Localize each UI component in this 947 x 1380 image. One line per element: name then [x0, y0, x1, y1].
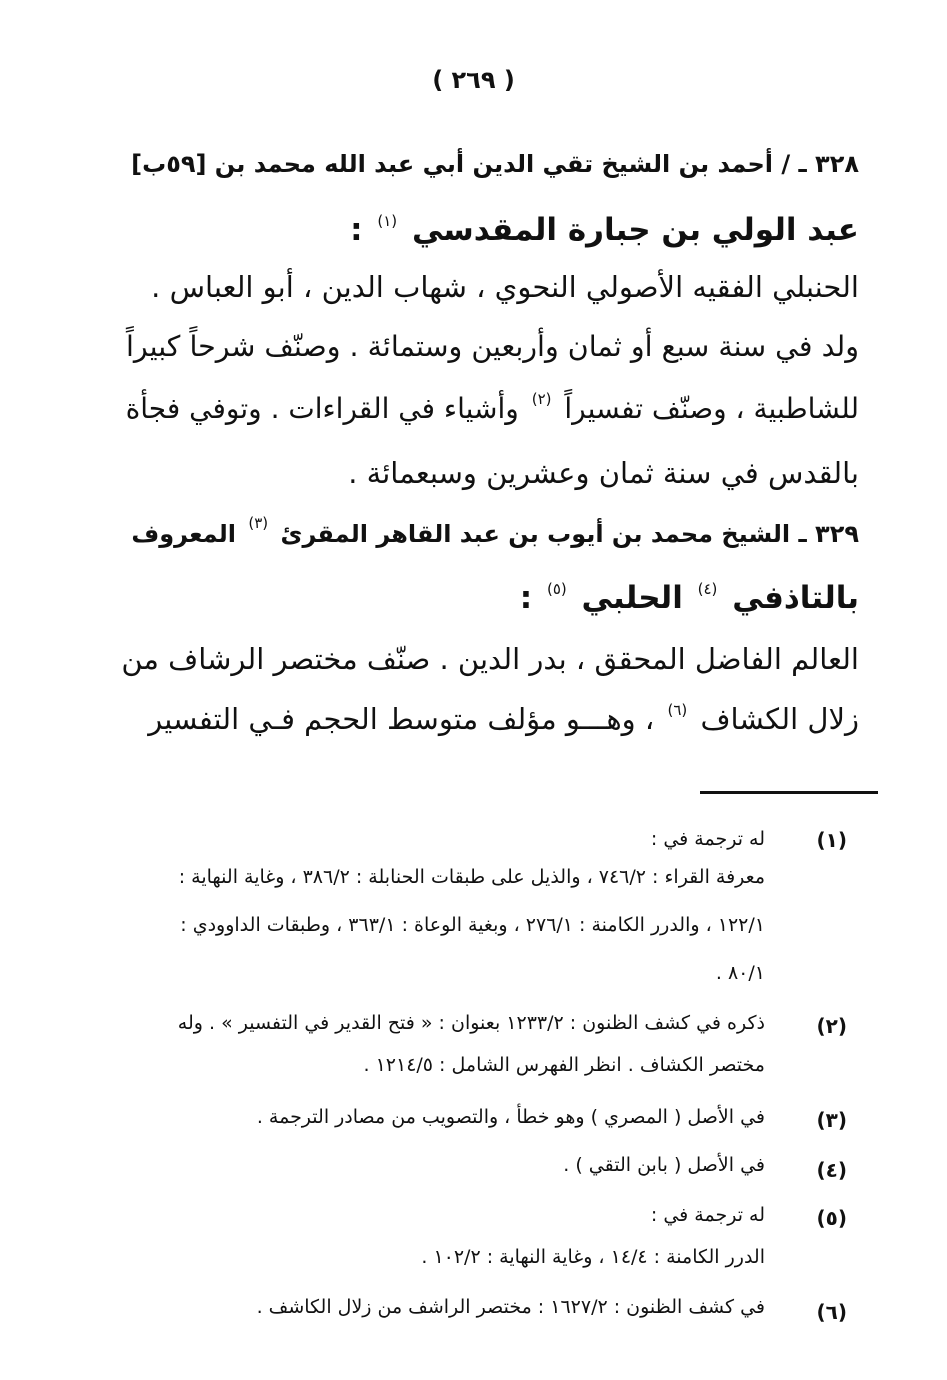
heading-text: عبد الولي بن جبارة المقدسي	[411, 212, 859, 248]
footnote-number: (٢)	[816, 1014, 847, 1038]
heading-colon: :	[519, 580, 533, 616]
footnote-line: له ترجمة في :	[650, 1204, 765, 1226]
footnote-line: ١٢٢/١ ، والدرر الكامنة : ٢٧٦/١ ، وبغية الوعاة : ٣٦٣/١ ، وطبقات الداوودي :	[180, 914, 765, 936]
body-text: زلال الكشاف	[700, 702, 859, 736]
footnote-line: معرفة القراء : ٧٤٦/٢ ، والذيل على طبقات الحنابلة : ٣٨٦/٢ ، وغاية النهاية :	[178, 866, 765, 888]
entry-number: ٣٢٨	[815, 150, 859, 178]
heading-text: بالتاذفي	[732, 580, 859, 616]
entry-328-heading-line1	[131, 150, 859, 178]
footnote-line: في الأصل ( بابن التقي ) .	[563, 1154, 765, 1176]
entry-329-heading-line1	[131, 514, 859, 548]
body-text: ، وهـــو مؤلف متوسط الحجم فـي التفسير	[148, 702, 655, 736]
entry-329-body-line	[148, 702, 859, 736]
footnote-number: (٥)	[816, 1206, 847, 1230]
heading-colon: :	[350, 212, 363, 248]
page-number: ( ٢٦٩ )	[432, 66, 515, 94]
heading-text: المعروف	[131, 520, 236, 548]
footnote-ref: (٥)	[546, 580, 567, 598]
footnote-line: في الأصل ( المصري ) وهو خطأ ، والتصويب من مصادر الترجمة .	[256, 1106, 765, 1128]
footnote-ref: (٣)	[248, 514, 269, 532]
entry-329-heading-line2	[520, 580, 859, 616]
heading-text: ـ / أحمد بن الشيخ تقي الدين أبي عبد الله محمد بن [٥٩ب]	[131, 150, 807, 178]
footnote-ref: (٢)	[531, 390, 552, 408]
heading-text: الحلبي	[581, 580, 683, 616]
footnote-line: ذكره في كشف الظنون : ١٢٣٣/٢ بعنوان : « فتح القدير في التفسير » . وله	[177, 1012, 765, 1034]
entry-328-body-line: ولد في سنة سبع أو ثمان وأربعين وستمائة . وصنّف شرحاً كبيراً	[125, 330, 859, 363]
body-text: للشاطبية ، وصنّف تفسيراً	[564, 392, 859, 425]
entry-328-body-line	[126, 392, 859, 425]
footnote-number: (٤)	[816, 1158, 847, 1182]
entry-328-heading-line2	[350, 212, 859, 248]
footnote-ref: (٤)	[697, 580, 718, 598]
entry-328-body-line: بالقدس في سنة ثمان وعشرين وسبعمائة .	[348, 456, 859, 490]
footnote-line: في كشف الظنون : ١٦٢٧/٢ : مختصر الراشف من زلال الكاشف .	[256, 1296, 765, 1318]
entry-328-body-line: الحنبلي الفقيه الأصولي النحوي ، شهاب الدين ، أبو العباس .	[151, 270, 859, 304]
entry-number: ٣٢٩	[815, 520, 859, 548]
footnote-line: ٨٠/١ .	[715, 962, 765, 984]
footnote-line: مختصر الكشاف . انظر الفهرس الشامل : ١٢١٤/٥ .	[363, 1054, 765, 1076]
footnote-ref: (١)	[377, 212, 398, 230]
footnote-number: (٣)	[816, 1108, 847, 1132]
entry-329-body-line: العالم الفاضل المحقق ، بدر الدين . صنّف مختصر الرشاف من	[121, 642, 859, 676]
footnote-separator	[700, 791, 878, 794]
footnote-ref: (٦)	[667, 701, 688, 719]
heading-text: ـ الشيخ محمد بن أيوب بن عبد القاهر المقرئ	[280, 520, 807, 548]
footnote-number: (٦)	[816, 1300, 847, 1324]
footnote-line: له ترجمة في :	[650, 828, 765, 850]
footnote-line: الدرر الكامنة : ١٤/٤ ، وغاية النهاية : ١٠٢/٢ .	[421, 1246, 765, 1268]
body-text: وأشياء في القراءات . وتوفي فجأة	[125, 392, 519, 425]
footnote-number: (١)	[816, 828, 847, 852]
